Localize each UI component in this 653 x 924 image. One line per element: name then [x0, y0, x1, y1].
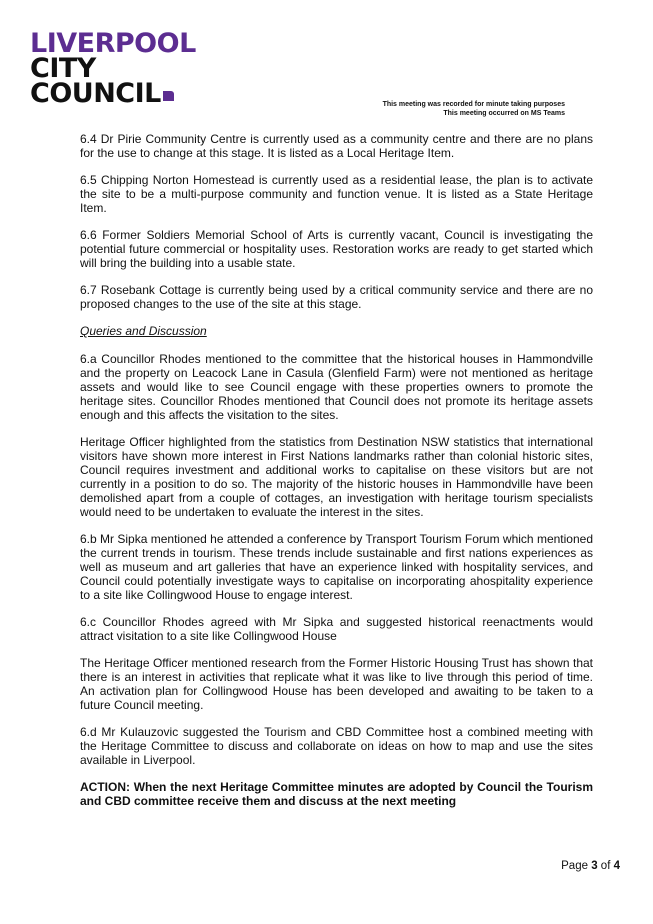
item-6-b: 6.b Mr Sipka mentioned he attended a conference by Transport Tourism Forum which mentioned the current trends in tourism. These trends include sustainable and first nations experiences as well as museum and art galleries that have an experience linked with hospitality services, and Council could potentially investigate ways to capitalise on incorporating ahospitality experience to a site like Collingwood House to engage interest.: [80, 532, 593, 602]
item-6-4: 6.4 Dr Pirie Community Centre is currently used as a community centre and there are no plans for the use to change at this stage. It is listed as a Local Heritage Item.: [80, 132, 593, 160]
item-6-d: 6.d Mr Kulauzovic suggested the Tourism and CBD Committee host a combined meeting with the Heritage Committee to discuss and collaborate on ideas on how to map and use the sites available in Liverpool.: [80, 725, 593, 767]
item-6-5: 6.5 Chipping Norton Homestead is currently used as a residential lease, the plan is to activate the site to be a multi-purpose community and function venue. It is listed as a State Heritage Item.: [80, 173, 593, 215]
section-heading: Queries and Discussion: [80, 324, 207, 338]
item-6-a: 6.a Councillor Rhodes mentioned to the committee that the historical houses in Hammondville and the property on Leacock Lane in Casula (Glenfield Farm) were not mentioned as heritage assets and would like to see Council engage with these properties owners to promote the heritage sites. Councillor Rhodes mentioned that Council does not promote its heritage assets enough and this affects the visitation to the sites.: [80, 352, 593, 422]
item-6-7: 6.7 Rosebank Cottage is currently being used by a critical community service and there are no proposed changes to the use of the site at this stage.: [80, 283, 593, 311]
heritage-officer-statistics: Heritage Officer highlighted from the statistics from Destination NSW statistics that international visitors have shown more interest in First Nations landmarks rather than colonial historic sites, Council requires investment and additional works to capitalise on these visitors but are not currently in a position to do so. The majority of the historic houses in Hammondville have been demolished apart from a couple of cottages, an investigation with heritage tourism specialists would need to be undertaken to evaluate the interest in the sites.: [80, 435, 593, 519]
item-6-c: 6.c Councillor Rhodes agreed with Mr Sipka and suggested historical reenactments would attract visitation to a site like Collingwood House: [80, 615, 593, 643]
logo-line-council: [30, 78, 196, 109]
recording-note-line-2: This meeting occurred on MS Teams: [443, 109, 565, 117]
recording-note-line-1: This meeting was recorded for minute taking purposes: [382, 101, 565, 108]
logo-line-city: CITY: [30, 53, 96, 84]
logo-mark-icon: [163, 91, 174, 101]
logo-line-council-text: COUNCIL: [30, 78, 161, 109]
page-current: 3: [591, 860, 598, 872]
page-total: 4: [613, 860, 620, 872]
minutes-body: [80, 132, 593, 821]
page-number: [561, 860, 620, 872]
item-6-6: 6.6 Former Soldiers Memorial School of Arts is currently vacant, Council is investigating the potential future commercial or hospitality uses. Restoration works are ready to get started which will bring the building into a usable state.: [80, 228, 593, 270]
recording-note: [383, 101, 565, 118]
page-prefix: Page: [561, 860, 588, 872]
page-of: of: [600, 860, 611, 872]
heritage-officer-research: The Heritage Officer mentioned research from the Former Historic Housing Trust has shown that there is an interest in activities that replicate what it was like to live through this period of time. An activation plan for Collingwood House has been developed and awaiting to be taken to a future Council meeting.: [80, 656, 593, 712]
action-item: ACTION: When the next Heritage Committee minutes are adopted by Council the Tourism and CBD committee receive them and discuss at the next meeting: [80, 780, 593, 808]
logo-line-liverpool: LIVERPOOL: [30, 28, 196, 59]
council-logo: [30, 28, 196, 109]
